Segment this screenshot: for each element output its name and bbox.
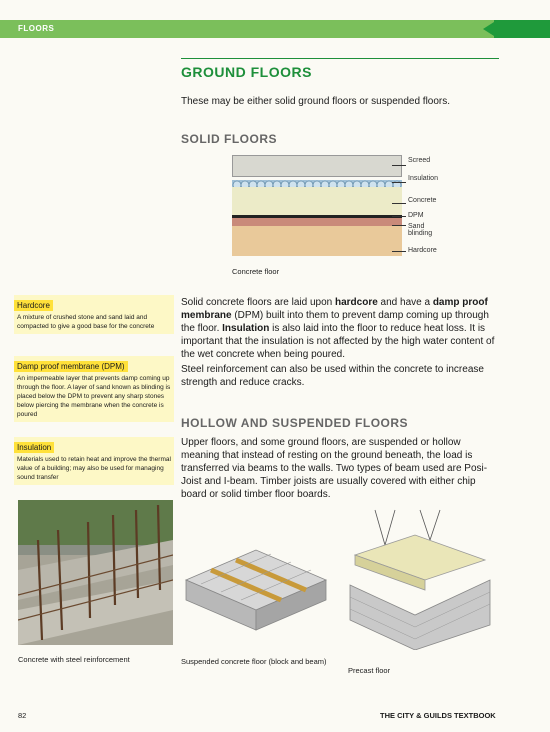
text-run: is also laid into the floor to reduce heat loss. It is important that the insulation is not affected by the high water content of the wet concrete when being poured. bbox=[181, 323, 495, 360]
leader-line bbox=[392, 251, 406, 252]
label-dpm: DPM bbox=[408, 212, 424, 219]
photo-caption: Concrete with steel reinforcement bbox=[18, 655, 130, 664]
book-title: THE CITY & GUILDS TEXTBOOK bbox=[380, 711, 496, 720]
term-hardcore: hardcore bbox=[334, 297, 378, 308]
section-header-bar bbox=[0, 20, 550, 38]
leader-line bbox=[392, 203, 406, 204]
term-dpm: damp proof membrane bbox=[181, 297, 488, 321]
definition-dpm bbox=[14, 356, 174, 422]
term-insulation: Insulation bbox=[222, 323, 270, 334]
precast-floor-illustration bbox=[345, 505, 495, 650]
label-screed: Screed bbox=[408, 157, 431, 164]
leader-line bbox=[392, 225, 406, 226]
text-run: (DPM) built into them to prevent damp coming up through the floor. bbox=[181, 310, 489, 334]
heading-hollow-floors: HOLLOW AND SUSPENDED FLOORS bbox=[181, 416, 409, 430]
reinforcement-photo bbox=[18, 500, 173, 645]
hollow-floor-paragraph: Upper floors, and some ground floors, are suspended or hollow meaning that instead of resting on the ground beneath, the load is transferred via beams to the walls. Two types of beam used are Posi-Joist and I-beam. Timber joists are usually covered with either chip board or solid timber floor boards. bbox=[181, 437, 488, 500]
leader-line bbox=[392, 182, 406, 183]
definition-insulation bbox=[14, 437, 174, 485]
diagram-caption: Concrete floor bbox=[232, 267, 280, 276]
heading-ground-floors: GROUND FLOORS bbox=[181, 64, 312, 80]
heading-solid-floors: SOLID FLOORS bbox=[181, 132, 277, 146]
steel-reinforcement-image bbox=[18, 500, 173, 645]
label-sand-blinding: Sand blinding bbox=[408, 223, 433, 237]
leader-line bbox=[392, 216, 406, 217]
definition-text: Materials used to retain heat and improve the thermal value of a building; may also be used for managing sound transfer bbox=[17, 456, 171, 481]
section-tab bbox=[494, 20, 550, 38]
definition-text: An impermeable layer that prevents damp coming up through the floor. A layer of sand known as blinding is placed below the DPM to prevent any sharp stones below piercing the membrane when the concrete is poured bbox=[17, 375, 171, 418]
reinforcement-paragraph: Steel reinforcement can also be used within the concrete to increase strength and reduce cracks. bbox=[181, 364, 484, 388]
section-title: FLOORS bbox=[18, 24, 55, 33]
intro-text: These may be either solid ground floors or suspended floors. bbox=[181, 96, 451, 107]
label-concrete: Concrete bbox=[408, 197, 437, 204]
hardcore-layer bbox=[232, 226, 402, 256]
tab-arrow-icon bbox=[483, 22, 494, 36]
suspended-floor-caption: Suspended concrete floor (block and beam) bbox=[181, 657, 327, 666]
definition-hardcore bbox=[14, 295, 174, 334]
sand-blinding-layer bbox=[232, 218, 402, 226]
definition-text: A mixture of crushed stone and sand laid and compacted to give a good base for the concrete bbox=[17, 314, 155, 330]
insulation-layer bbox=[232, 177, 402, 187]
label-insulation: Insulation bbox=[408, 175, 438, 182]
text-run: Solid concrete floors are laid upon bbox=[181, 297, 335, 308]
leader-line bbox=[392, 165, 406, 166]
label-hardcore: Hardcore bbox=[408, 247, 437, 254]
concrete-floor-diagram bbox=[232, 155, 438, 263]
heading-rule bbox=[181, 58, 499, 59]
block-and-beam-illustration bbox=[181, 520, 341, 645]
definition-term: Damp proof membrane (DPM) bbox=[14, 361, 128, 372]
concrete-layer bbox=[232, 187, 402, 215]
definition-term: Insulation bbox=[14, 442, 54, 453]
solid-floor-paragraph bbox=[181, 296, 499, 361]
precast-floor-caption: Precast floor bbox=[348, 666, 391, 675]
page-number: 82 bbox=[18, 711, 27, 720]
screed-layer bbox=[232, 155, 402, 177]
definition-term: Hardcore bbox=[14, 300, 53, 311]
text-run: and have a bbox=[377, 297, 433, 308]
